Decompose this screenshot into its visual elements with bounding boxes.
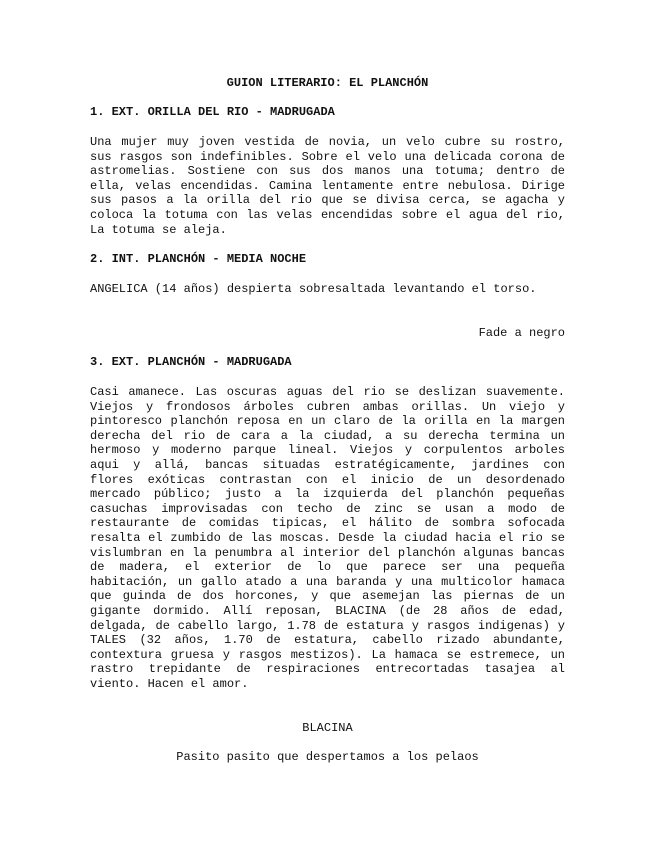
transition-text: Fade a negro <box>478 326 565 340</box>
character-name: BLACINA <box>302 721 353 735</box>
scene-heading-3: 3. EXT. PLANCHÓN - MADRUGADA <box>90 355 292 369</box>
scene-heading-2: 2. INT. PLANCHÓN - MEDIA NOCHE <box>90 252 307 266</box>
dialogue-line: Pasito pasito que despertamos a los pelaos <box>176 750 479 764</box>
document-title: GUION LITERARIO: EL PLANCHÓN <box>226 76 429 90</box>
scene-action-3: Casi amanece. Las oscuras aguas del rio se deslizan suavemente. Viejos y frondosos árboles cubren ambas orillas. Un viejo y pintoresco planchón reposa en un claro de la orilla en la margen derecha del rio de cara a la ciudad, a su derecha termina un hermoso y moderno parque lineal. Viejos y corpulentos arboles aqui y allá, bancas situadas estratégicamente, jardines con flores exóticas contrastan con el inicio de un desordenado mercado público; justo a la izquierda del planchón pequeñas casuchas improvisadas con techo de zinc se usan a modo de restaurante de comidas tipicas, el hálito de sombra sofocada resalta el zumbido de las moscas. Desde la ciudad hacia el rio se vislumbran en la penumbra al interior del planchón algunas bancas de madera, el exterior de lo que parece ser una pequeña habitación, un gallo atado a una baranda y una multicolor hamaca que guinda de dos horcones, y que asemejan las piernas de un gigante dormido. Allí reposan, BLACINA (de 28 años de edad, delgada, de cabello largo, 1.78 de estatura y rasgos indigenas) y TALES (32 años, 1.70 de estatura, cabello rizado abundante, contextura gruesa y rasgos mestizos). La hamaca se estremece, un rastro trepidante de respiraciones entrecortadas tasajea al viento. Hacen el amor. <box>90 385 565 691</box>
scene-heading-1: 1. EXT. ORILLA DEL RIO - MADRUGADA <box>90 105 335 119</box>
scene-action-1: Una mujer muy joven vestida de novia, un velo cubre su rostro, sus rasgos son indefinibles. Sobre el velo una delicada corona de astromelias. Sostiene con sus dos manos una totuma; dentro de ella, velas encendidas. Camina lentamente entre nebulosa. Dirige sus pasos a la orilla del rio que se divisa cerca, se agacha y coloca la totuma con las velas encendidas sobre el agua del rio, La totuma se aleja. <box>90 135 565 237</box>
scene-action-2: ANGELICA (14 años) despierta sobresaltada levantando el torso. <box>90 282 537 296</box>
